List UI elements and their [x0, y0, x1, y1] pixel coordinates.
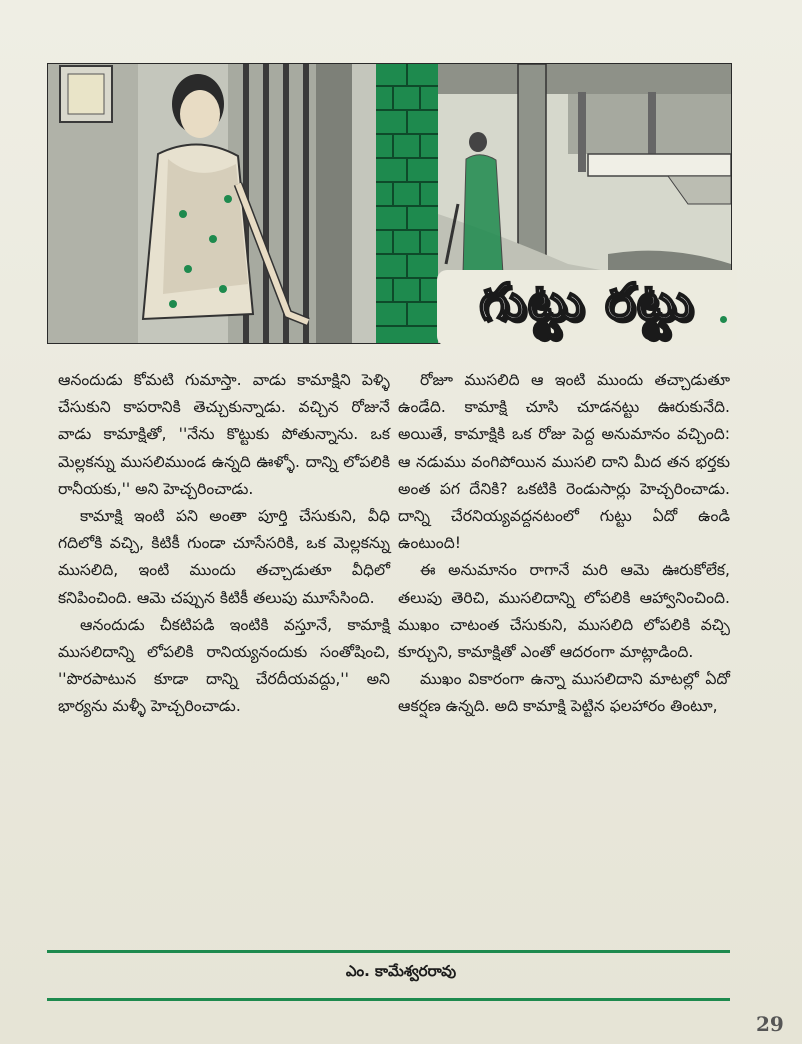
- author-rule-top: [47, 950, 730, 953]
- left-column: [58, 367, 390, 721]
- page-number: 29: [756, 1012, 784, 1036]
- title-ornament-dot: [720, 316, 727, 323]
- author-rule-bottom: [47, 998, 730, 1001]
- right-column: [398, 367, 730, 721]
- paragraph: కామాక్షి ఇంటి పని అంతా పూర్తి చేసుకుని, వీధి గదిలోకి వచ్చి, కిటికీ గుండా చూసేసరికి, ఒక మెల్లకన్ను ముసలిది, ఇంటి ముందు తచ్చాడుతూ వీధిలో కనిపించింది. ఆమె చప్పున కిటికీ తలుపు మూసేసింది.: [58, 507, 390, 607]
- paragraph: ఆనందుడు చీకటిపడి ఇంటికి వస్తూనే, కామాక్షి ముసలిదాన్ని లోపలికి రానియ్యనందుకు సంతోషించి, ''పొరపాటున కూడా దాన్ని చేరదీయవద్దు,'' అని భార్యను మళ్ళీ హెచ్చరించాడు.: [58, 615, 390, 716]
- story-title-panel: [437, 270, 737, 346]
- author-byline: ఎం. కామేశ్వరరావు: [345, 962, 457, 980]
- paragraph: ఈ అనుమానం రాగానే మరి ఆమె ఊరుకోలేక, తలుపు తెరిచి, ముసలిదాన్ని లోపలికి ఆహ్వానించింది. ముఖం చాటంత చేసుకుని, ముసలిది లోపలికి వచ్చి కూర్చుని, కామాక్షితో ఎంతో ఆదరంగా మాట్లాడింది.: [398, 561, 730, 662]
- paragraph: రోజూ ముసలిది ఆ ఇంటి ముందు తచ్చాడుతూ ఉండేది. కామాక్షి చూసి చూడనట్టు ఊరుకునేది. అయితే, కామాక్షికి ఒక రోజు పెద్ద అనుమానం వచ్చింది: ఆ నడుము వంగిపోయిన ముసలి దాని మీద తన భర్తకు అంత పగ దేనికి? ఒకటికి రెండుసార్లు హెచ్చరించాడు. దాన్ని చేరనియ్యవద్దనటంలో గుట్టు ఏదో ఉండి ఉంటుంది!: [398, 371, 730, 553]
- story-title: గుట్టు రట్టు: [479, 272, 695, 331]
- paragraph: ముఖం వికారంగా ఉన్నా ముసలిదాని మాటల్లో ఏదో ఆకర్షణ ఉన్నది. అది కామాక్షి పెట్టిన ఫలహారం తింటూ,: [398, 670, 730, 716]
- paragraph: ఆనందుడు కోమటి గుమాస్తా. వాడు కామాక్షిని పెళ్ళి చేసుకుని కాపరానికి తెచ్చుకున్నాడు. వచ్చిన రోజునే వాడు కామాక్షితో, ''నేను కొట్టుకు పోతున్నాను. ఒక మెల్లకన్ను ముసలిముండ ఉన్నది ఊళ్ళో. దాన్ని లోపలికి రానీయకు,'' అని హెచ్చరించాడు.: [58, 371, 390, 498]
